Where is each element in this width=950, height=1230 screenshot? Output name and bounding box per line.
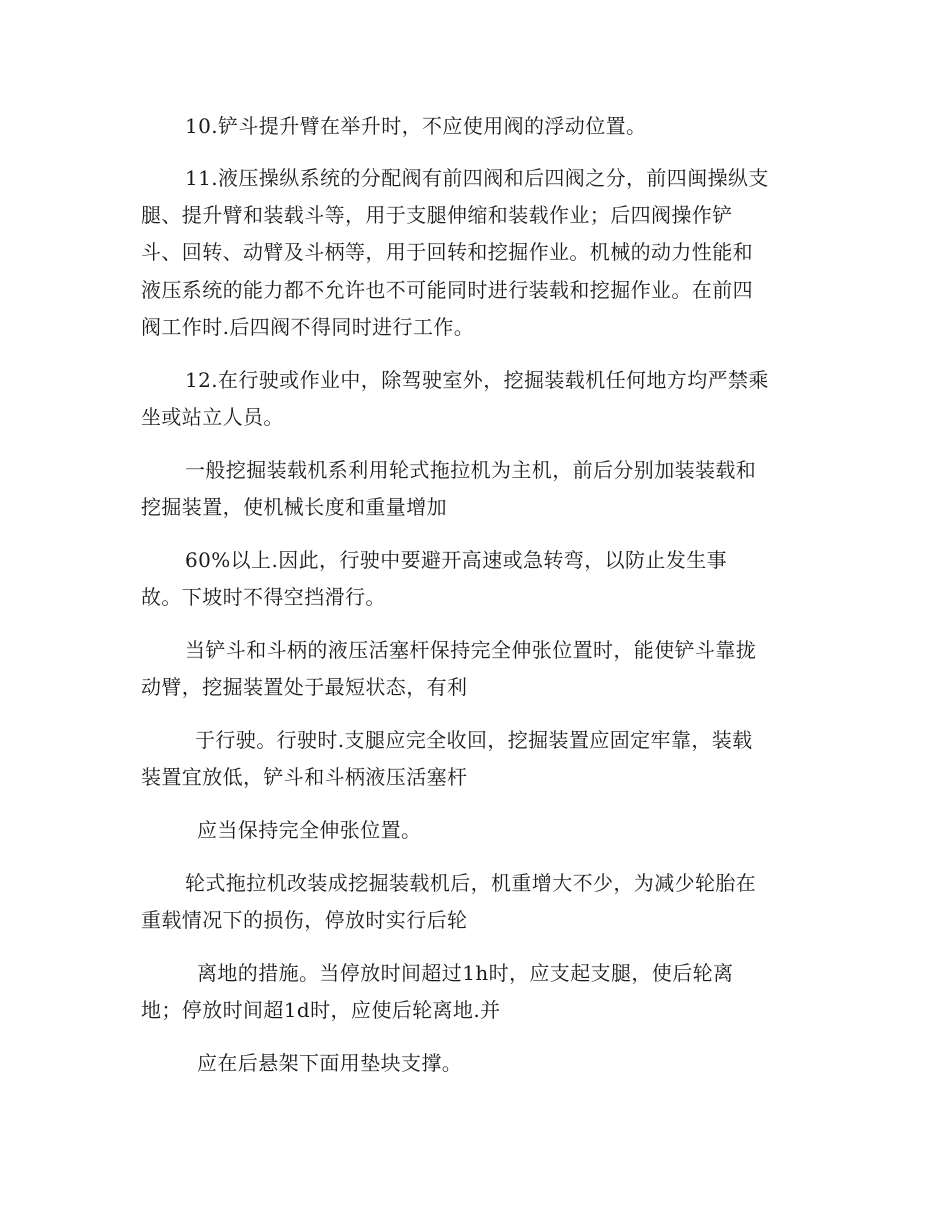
text-line-22: 应在后悬架下面用垫块支撑。	[197, 1051, 463, 1075]
text-line-9: 一般挖掘装载机系利用轮式拖拉机为主机，前后分别加装装载和	[185, 458, 757, 482]
text-line-15: 于行驶。行驶时.支腿应完全收回，挖掘装置应固定牢靠，装载	[195, 728, 753, 752]
text-line-12: 故。下坡时不得空挡滑行。	[141, 585, 386, 609]
text-line-20: 离地的措施。当停放时间超过1h时，应支起支腿，使后轮离	[197, 961, 734, 985]
text-line-19: 重载情况下的损伤，停放时实行后轮	[141, 908, 468, 932]
text-line-17: 应当保持完全伸张位置。	[197, 818, 422, 842]
text-line-14: 动臂，挖掘装置处于最短状态，有利	[141, 675, 468, 699]
text-line-5: 液压系统的能力都不允许也不可能同时进行装载和挖掘作业。在前四	[141, 278, 753, 302]
text-line-18: 轮式拖拉机改装成挖掘装载机后，机重增大不少，为减少轮胎在	[185, 871, 757, 895]
text-line-16: 装置宜放低，铲斗和斗柄液压活塞杆	[141, 765, 468, 789]
text-line-7: 12.在行驶或作业中，除驾驶室外，挖掘装载机任何地方均严禁乘	[185, 368, 769, 392]
text-line-4: 斗、回转、动臂及斗柄等，用于回转和挖掘作业。机械的动力性能和	[141, 240, 753, 264]
text-line-3: 腿、提升臂和装载斗等，用于支腿伸缩和装载作业；后四阀操作铲	[141, 203, 733, 227]
text-line-21: 地；停放时间超1d时，应使后轮离地.并	[141, 998, 501, 1022]
text-line-11: 60%以上.因此，行驶中要避开高速或急转弯，以防止发生事	[185, 548, 728, 572]
text-line-2: 11.液压操纵系统的分配阀有前四阀和后四阀之分，前四闽操纵支	[185, 166, 769, 190]
text-line-10: 挖掘装置，使机械长度和重量增加	[141, 495, 447, 519]
text-line-6: 阀工作时.后四阀不得同时进行工作。	[141, 315, 475, 339]
text-line-13: 当铲斗和斗柄的液压活塞杆保持完全伸张位置时，能使铲斗靠拢	[185, 638, 757, 662]
text-line-1: 10.铲斗提升臂在举升时，不应使用阀的浮动位置。	[185, 114, 647, 138]
text-line-8: 坐或站立人员。	[141, 405, 284, 429]
